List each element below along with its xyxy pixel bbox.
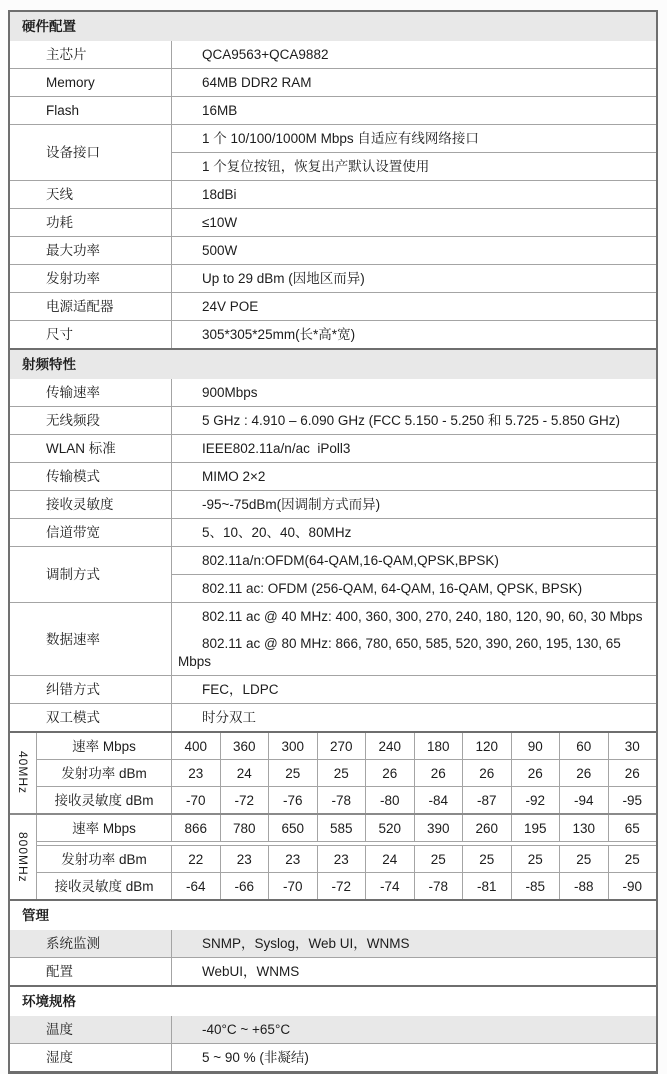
rate-cell: 65 [608,815,657,841]
band-label-40mhz: 40MHz [10,733,37,813]
row-tx-power [10,264,656,292]
rate-cell: -94 [559,787,608,813]
row-duplex-mode [10,703,656,731]
spec-value: MIMO 2×2 [202,468,266,484]
rate-cell: 195 [511,815,560,841]
spec-value: 64MB DDR2 RAM [202,74,312,90]
rate-cell: -72 [317,873,366,899]
rate-row-tx-power [37,845,656,872]
rate-cell: 300 [268,733,317,759]
row-power-adapter [10,292,656,320]
spec-value: 802.11a/n:OFDM(64-QAM,16-QAM,QPSK,BPSK) [202,552,499,568]
section-title: 硬件配置 [22,19,76,34]
spec-label: 调制方式 [10,547,172,602]
rate-cell: 24 [220,760,269,786]
rate-cell: -74 [365,873,414,899]
rate-cell: 26 [511,760,560,786]
spec-label: 接收灵敏度 [10,491,172,518]
spec-label: WLAN 标准 [10,435,172,462]
spec-label: 天线 [10,181,172,208]
rate-cell: 520 [365,815,414,841]
rate-cell: -81 [462,873,511,899]
spec-label: 纠错方式 [10,676,172,703]
row-memory [10,68,656,96]
row-interfaces [10,124,656,180]
rate-cell: 25 [268,760,317,786]
rate-row-sensitivity [37,872,656,899]
rate-cell: 23 [317,846,366,872]
rate-cell: -72 [220,787,269,813]
rate-cell: 650 [268,815,317,841]
section-header-environment [10,985,656,1016]
spec-label: 电源适配器 [10,293,172,320]
rate-cell: 25 [608,846,657,872]
spec-value: SNMP，Syslog，Web UI，WNMS [202,935,410,951]
spec-label: Memory [10,69,172,96]
section-header-management [10,899,656,930]
spec-label: Flash [10,97,172,124]
spec-label: 配置 [10,958,172,985]
spec-label: 传输模式 [10,463,172,490]
rate-cell: 26 [462,760,511,786]
spec-label: 传输速率 [10,379,172,406]
spec-label: 发射功率 [10,265,172,292]
row-channel-bandwidth [10,518,656,546]
rate-cell: 780 [220,815,269,841]
rate-cell: 180 [414,733,463,759]
rate-cell: 25 [317,760,366,786]
rate-cell: 260 [462,815,511,841]
rate-cell: 23 [220,846,269,872]
rate-cell: -87 [462,787,511,813]
row-temperature [10,1016,656,1043]
rate-cell: 22 [188,851,204,867]
row-data-rates [10,602,656,675]
spec-label: 无线频段 [10,407,172,434]
spec-label: 双工模式 [10,704,172,731]
section-header-rf [10,348,656,379]
spec-value: 305*305*25mm(长*高*宽) [202,326,356,342]
row-error-correction [10,675,656,703]
row-chipset [10,41,656,68]
rate-cell: 400 [184,738,208,754]
rate-row-tx-power [37,759,656,786]
rate-cell: -70 [185,792,206,808]
rate-cell: -84 [414,787,463,813]
row-wlan-standard [10,434,656,462]
rate-cell: -92 [511,787,560,813]
spec-value: 802.11 ac @ 80 MHz: 866, 780, 650, 585, 520, 390, 260, 195, 130, 65 Mbps [178,635,625,669]
row-modulation [10,546,656,602]
spec-value: 16MB [202,102,238,118]
spec-label: 湿度 [10,1044,172,1071]
rate-cell: -70 [268,873,317,899]
rate-cell: 60 [559,733,608,759]
spec-value: 时分双工 [202,709,256,725]
rate-row-sensitivity [37,786,656,813]
rate-cell: -80 [365,787,414,813]
spec-label: 数据速率 [10,603,172,675]
spec-label: 主芯片 [10,41,172,68]
rate-cell: -88 [559,873,608,899]
rate-cell: 23 [188,765,204,781]
rate-cell: -90 [608,873,657,899]
rate-cell: 25 [414,846,463,872]
row-frequency-band [10,406,656,434]
row-rx-sensitivity [10,490,656,518]
rate-cell: 390 [414,815,463,841]
spec-table [8,10,658,1074]
row-power-consumption [10,208,656,236]
spec-value: 900Mbps [202,384,258,400]
rate-cell: 360 [220,733,269,759]
rate-cell: -76 [268,787,317,813]
rate-table [10,731,656,899]
spec-label: 尺寸 [10,321,172,348]
row-configuration [10,957,656,985]
rate-cell: 26 [559,760,608,786]
rate-cell: 90 [511,733,560,759]
rate-cell: 270 [317,733,366,759]
rate-cell: 25 [559,846,608,872]
rate-cell: -66 [220,873,269,899]
rate-cell: 866 [184,820,208,836]
rate-row-label: 速率 Mbps [37,815,172,841]
spec-label: 功耗 [10,209,172,236]
rate-cell: 120 [462,733,511,759]
rate-row-label: 接收灵敏度 dBm [37,873,172,899]
rate-group-40mhz [10,733,656,813]
rate-cell: 130 [559,815,608,841]
spec-value: -95~-75dBm(因调制方式而异) [202,496,381,512]
spec-value: 5 GHz : 4.910 – 6.090 GHz (FCC 5.150 - 5.250 和 5.725 - 5.850 GHz) [202,412,620,428]
rate-cell: 23 [268,846,317,872]
spec-value: 802.11 ac: OFDM (256-QAM, 64-QAM, 16-QAM, QPSK, BPSK) [172,574,656,602]
band-label-800mhz: 800MHz [10,815,37,899]
spec-value: WebUI，WNMS [202,963,300,979]
spec-value: 5、10、20、40、80MHz [202,524,352,540]
spec-value: QCA9563+QCA9882 [202,46,329,62]
row-flash [10,96,656,124]
spec-label: 信道带宽 [10,519,172,546]
spec-label: 最大功率 [10,237,172,264]
spec-value: 1 个复位按钮，恢复出产默认设置使用 [172,152,656,180]
spec-value: 5 ~ 90 % (非凝结) [202,1049,309,1065]
rate-cell: 585 [317,815,366,841]
rate-row-label: 速率 Mbps [37,733,172,759]
spec-value: -40°C ~ +65°C [202,1021,291,1037]
spec-label: 系统监测 [10,930,172,957]
rate-cell: -78 [414,873,463,899]
rate-cell: 240 [365,733,414,759]
rate-cell: 26 [365,760,414,786]
spec-label: 温度 [10,1016,172,1043]
rate-cell: -78 [317,787,366,813]
spec-value: 1 个 10/100/1000M Mbps 自适应有线网络接口 [202,130,479,146]
spec-label: 设备接口 [10,125,172,180]
spec-value: Up to 29 dBm (因地区而异) [202,270,365,286]
section-title: 管理 [22,908,49,923]
rate-cell: 25 [511,846,560,872]
rate-row-label: 发射功率 dBm [37,846,172,872]
rate-group-800mhz [10,813,656,899]
section-title: 环境规格 [22,994,76,1009]
spec-value: ≤10W [202,214,238,230]
row-humidity [10,1043,656,1071]
spec-value: 24V POE [202,298,259,314]
rate-cell: 30 [608,733,657,759]
section-header-hardware [10,12,656,41]
rate-cell: 25 [462,846,511,872]
row-transmission-mode [10,462,656,490]
rate-cell: -64 [185,878,206,894]
section-title: 射频特性 [22,357,76,372]
rate-cell: 24 [365,846,414,872]
rate-cell: 26 [414,760,463,786]
row-throughput [10,379,656,406]
rate-cell: -95 [608,787,657,813]
row-antenna [10,180,656,208]
spec-value: 802.11 ac @ 40 MHz: 400, 360, 300, 270, 240, 180, 120, 90, 60, 30 Mbps [202,608,643,624]
rate-cell: 26 [608,760,657,786]
rate-row-speed [37,815,656,841]
spec-value: IEEE802.11a/n/ac iPoll3 [202,440,351,456]
row-system-monitoring [10,930,656,957]
spec-value: 500W [202,242,238,258]
row-dimensions [10,320,656,348]
rate-cell: -85 [511,873,560,899]
rate-row-label: 接收灵敏度 dBm [37,787,172,813]
rate-row-label: 发射功率 dBm [37,760,172,786]
spec-value: 18dBi [202,186,237,202]
row-max-power [10,236,656,264]
spec-value: FEC，LDPC [202,681,279,697]
rate-row-speed [37,733,656,759]
